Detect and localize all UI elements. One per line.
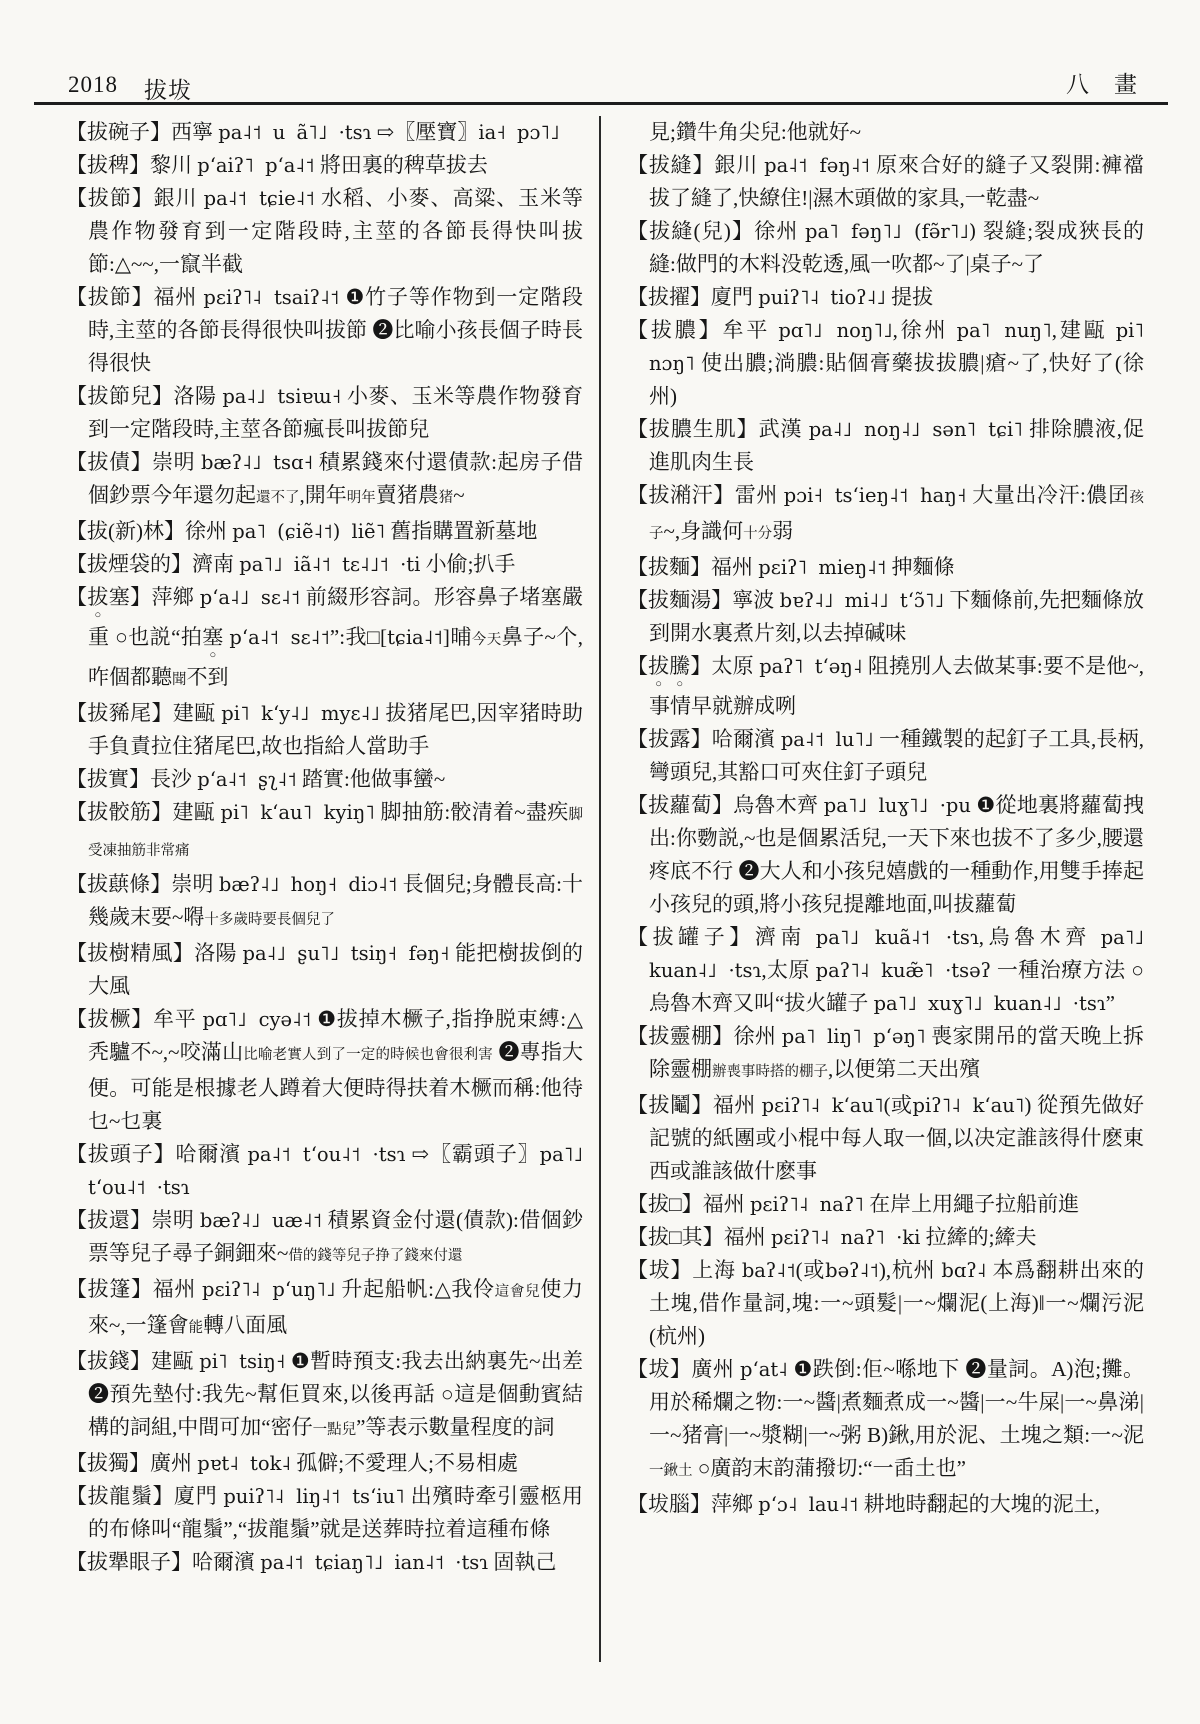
entry-definition-text: 舊指購置新墓地 xyxy=(385,519,538,543)
dictionary-entry xyxy=(66,763,583,796)
entry-definition-text: 使出膿;淌膿:貼個膏藥拔拔膿|瘡~了,快好了(徐州) xyxy=(649,351,1144,408)
entry-definition-text: 使力來~,一篷會 xyxy=(88,1277,583,1337)
entry-headword: 【拔蘿蔔】 xyxy=(627,793,734,817)
dictionary-entry xyxy=(627,1488,1144,1521)
dictionary-entry xyxy=(627,723,1144,789)
dictionary-entry xyxy=(66,1447,583,1480)
entry-definition-text: 牟平 xyxy=(152,1007,203,1031)
dictionary-entry xyxy=(627,789,1144,921)
entry-gloss-annotation: 辦喪事時搭的棚子 xyxy=(712,1064,828,1080)
entry-definition-text: ,太原 xyxy=(761,958,816,982)
entry-pronunciation-ipa: pa˥˩ kuã˨˦ ·tsɿ xyxy=(815,926,979,949)
entry-headword: 【拔露】 xyxy=(627,727,712,751)
entry-headword: 【拔骹筋】 xyxy=(66,800,173,824)
entry-definition-text: (或 xyxy=(795,1258,826,1282)
entry-definition-text: 廣州 xyxy=(691,1357,741,1381)
entry-pronunciation-ipa: pʻa˨˩ sɛ˨˦ xyxy=(199,586,301,609)
dictionary-entry xyxy=(66,1204,583,1273)
entry-definition-text: 建甌 xyxy=(172,701,222,725)
entry-definition-text: 萍鄉 xyxy=(151,585,200,609)
dictionary-entry xyxy=(66,182,583,281)
entry-definition-text: 雷州 xyxy=(734,483,784,507)
dictionary-entry xyxy=(627,314,1144,413)
entry-gloss-annotation: 這會兒 xyxy=(494,1284,541,1300)
dictionary-entry xyxy=(66,868,583,937)
entry-definition-text: 固執己 xyxy=(488,1550,557,1574)
dictionary-entry xyxy=(66,548,583,581)
entry-pronunciation-ipa: pa˥˩ tʻou˨˦ ·tsɿ xyxy=(88,1143,583,1199)
entry-definition-text: 脚抽筋:骹清着~盡疾 xyxy=(374,800,569,824)
entry-pronunciation-ipa: pʻat˨ xyxy=(740,1358,788,1381)
entry-definition-text: ]晡 xyxy=(442,625,472,649)
dictionary-entry xyxy=(66,697,583,763)
entry-headword: 【拔(新)林】 xyxy=(66,519,185,543)
dictionary-entry xyxy=(66,1003,583,1138)
entry-definition-text: 洛陽 xyxy=(194,941,243,965)
entry-definition-text: ⇨〖壓寶〗 xyxy=(371,120,479,144)
entry-pronunciation-ipa: bɑʔ˨ xyxy=(941,1259,987,1282)
entry-definition-text: 上海 xyxy=(692,1258,742,1282)
entry-gloss-annotation: 還不了 xyxy=(256,490,300,506)
entry-pronunciation-ipa: paʔ˥˨ kuæ̃˥ ·tsəʔ xyxy=(815,959,992,982)
entry-headword-ring-under: 拔 xyxy=(87,585,109,609)
entry-headword: 【拔龍鬚】 xyxy=(66,1484,175,1508)
left-column xyxy=(66,116,583,1666)
dictionary-entry xyxy=(627,1254,1144,1353)
entry-headword: 【坺】 xyxy=(627,1258,693,1282)
entry-headword: 】 xyxy=(690,654,712,678)
entry-definition-text: 銀川 xyxy=(153,186,204,210)
entry-pronunciation-ipa: bæʔ˨˩ tsɑ˧ xyxy=(200,451,314,474)
entry-definition-text: ,建甌 xyxy=(1051,318,1116,342)
entry-pronunciation-ipa: ia˧ pɔ˥˩ xyxy=(478,121,560,144)
entry-headword: 【拔鬮】 xyxy=(627,1093,713,1117)
entry-definition-text: 徐州 xyxy=(185,519,233,543)
entry-pronunciation-ipa: pɔi˧ tsʻieŋ˨˦ haŋ˧ xyxy=(783,484,967,507)
dictionary-entry xyxy=(66,1345,583,1447)
entry-headword: 【拔節】 xyxy=(66,186,154,210)
entry-pronunciation-ipa: pɛiʔ˥˨ naʔ˥ xyxy=(749,1193,864,1216)
entry-pronunciation-ipa: pa˨˩ tsiɐɯ˧ xyxy=(222,385,342,408)
entry-continuation xyxy=(627,116,1144,149)
entry-definition-text: 福州 xyxy=(712,1093,762,1117)
dictionary-entry xyxy=(627,650,1144,723)
entry-definition-text: ” xyxy=(1105,991,1115,1015)
entry-pronunciation-ipa: pa˥ nuŋ˥ xyxy=(956,319,1052,342)
entry-definition-text: 喪家開吊的當天晚上拆除靈棚 xyxy=(649,1024,1144,1081)
running-head xyxy=(68,66,1138,105)
entry-headword: 【拔篷】 xyxy=(66,1277,153,1301)
entry-headword: 【拔實】 xyxy=(66,767,150,791)
entry-pronunciation-ipa: pɛiʔ˥˨ naʔ˥ ·ki xyxy=(770,1226,921,1249)
entry-headword: 【拔蕻條】 xyxy=(66,872,172,896)
entry-definition-text: 鼻子~个,咋個都聽 xyxy=(88,625,583,689)
entry-definition-text: 建甌 xyxy=(172,800,221,824)
entry-definition-text: 提拔 xyxy=(885,285,934,309)
entry-headword: 塞】 xyxy=(108,585,152,609)
entry-definition-text: 拉縴的;縴夫 xyxy=(920,1225,1037,1249)
entry-definition-text: 烏魯木齊 xyxy=(733,793,824,817)
entry-headword: 【拔還】 xyxy=(66,1208,152,1232)
entry-headword: 【拔橛】 xyxy=(66,1007,153,1031)
dictionary-entry xyxy=(66,1546,583,1579)
dictionary-entry xyxy=(66,1138,583,1204)
entry-headword: 【拔錢】 xyxy=(66,1349,152,1373)
dictionary-entry xyxy=(66,581,583,697)
entry-definition-text: ”:我□[ xyxy=(329,625,388,649)
entry-headword-ring-under: 拔騰 xyxy=(648,654,691,678)
dictionary-entry xyxy=(627,413,1144,479)
entry-definition-text: 耕地時翻起的大塊的泥土, xyxy=(858,1492,1100,1516)
entry-pronunciation-ipa: pa˥˩ kuan˨˩ ·tsɿ xyxy=(649,926,1144,982)
entry-definition-text: 弱 xyxy=(772,519,794,543)
entry-definition-text: 福州 xyxy=(702,1192,750,1216)
entry-definition-text: ~ xyxy=(453,483,465,507)
dictionary-entry xyxy=(66,380,583,446)
dictionary-entry xyxy=(66,116,583,149)
dictionary-entry xyxy=(627,551,1144,584)
entry-definition-text: 哈爾濱 xyxy=(175,1142,248,1166)
entry-definition-text: ) 從預先做好記號的紙團或小棍中每人取一個,以决定誰該得什麽東西或誰該做什麽事 xyxy=(649,1093,1144,1183)
entry-headword: 【 xyxy=(66,585,88,609)
dictionary-entry xyxy=(66,1273,583,1345)
entry-pronunciation-ipa: bəʔ˨˦ xyxy=(825,1259,879,1282)
text-columns xyxy=(66,116,1144,1666)
entry-gloss-annotation: 比喻老實人到了一定的時候也會很利害 xyxy=(243,1047,493,1063)
entry-headword: 【拔煙袋的】 xyxy=(66,552,192,576)
entry-headword: 【拔碗子】 xyxy=(66,120,171,144)
entry-definition-text: 積累錢來付還債款:起房子借個鈔票今年還勿起 xyxy=(88,450,583,507)
entry-definition-text: ”等表示數量程度的詞 xyxy=(356,1415,555,1439)
entry-pronunciation-ipa: pa˨˩ ʂu˥˩ tsiŋ˧ fəŋ˧ xyxy=(242,942,450,965)
entry-headword: 【拔樹精風】 xyxy=(66,941,195,965)
entry-pronunciation-ipa: puiʔ˥˨ tioʔ˨˩ xyxy=(758,286,886,309)
entry-pronunciation-ipa: bɐʔ˨˩ mi˨˩ tʻɔ̃˥˩ xyxy=(779,589,945,612)
entry-definition-text: 哈爾濱 xyxy=(192,1550,261,1574)
entry-definition-text: 黎川 xyxy=(150,153,198,177)
page-number: 2018 xyxy=(68,72,118,97)
entry-headword: 【 xyxy=(627,654,649,678)
entry-pronunciation-ipa: pɛiʔ˥˨ kʻau˥ xyxy=(761,1094,884,1117)
entry-pronunciation-ipa: pi˥ kʻau˥ kyiŋ˥ xyxy=(220,801,375,824)
entry-definition-text: 水稻、小麥、高粱、玉米等農作物發育到一定階段時,主莖的各節長得快叫拔節:△~~,一竄半截 xyxy=(88,186,583,276)
dictionary-entry xyxy=(627,215,1144,281)
entry-definition-text: 將田裏的稗草拔去 xyxy=(314,153,488,177)
entry-headword: 【拔潲汗】 xyxy=(627,483,735,507)
dictionary-entry xyxy=(66,446,583,515)
entry-headword: 【坺】 xyxy=(627,1357,692,1381)
dictionary-entry xyxy=(627,281,1144,314)
entry-definition-text: (或 xyxy=(883,1093,913,1117)
entry-definition-text: 小麥、玉米等農作物發育到一定階段時,主莖各節瘋長叫拔節兒 xyxy=(88,384,583,441)
entry-headword: 【拔罐子】 xyxy=(627,925,755,949)
entry-definition-text: 轉八面風 xyxy=(203,1313,288,1337)
entry-gloss-annotation: 十分 xyxy=(743,526,773,542)
entry-definition-text: 太原 xyxy=(711,654,760,678)
dictionary-entry xyxy=(627,1353,1144,1488)
entry-headword: 【拔犟眼子】 xyxy=(66,1550,192,1574)
entry-pronunciation-ipa: pa˥˩ luɣ˥˩ ·pu xyxy=(823,794,971,817)
entry-definition-text: 抻麵條 xyxy=(886,555,955,579)
entry-definition-text: 長個兒;身體長高:十幾歲末要~嘚 xyxy=(88,872,583,929)
entry-definition-text: 福州 xyxy=(711,555,759,579)
entry-pronunciation-ipa: pa˥ liŋ˥ pʻəŋ˥ xyxy=(781,1025,926,1048)
entry-pronunciation-ipa: puiʔ˥˨ liŋ˨˦ tsʻiu˥ xyxy=(223,1485,405,1508)
entry-headword: 【拔縫】 xyxy=(627,153,715,177)
entry-pronunciation-ipa: pa˨˦ lu˥˩ xyxy=(780,728,874,751)
dictionary-entry xyxy=(627,1188,1144,1221)
entry-headword: 【拔縫(兒)】 xyxy=(627,219,755,243)
entry-definition-text: 見;鑽牛角尖兒:他就好~ xyxy=(649,120,862,144)
entry-definition-text: ,烏魯木齊 xyxy=(978,925,1101,949)
entry-definition-text: 崇明 xyxy=(171,872,219,896)
entry-definition-text: 裂縫;裂成狹長的縫:做門的木料没乾透,風一吹都~了|桌子~了 xyxy=(649,219,1144,276)
entry-definition-text: 徐州 xyxy=(754,219,805,243)
entry-definition-text: 福州 xyxy=(152,1277,203,1301)
entry-pronunciation-ipa: pɛiʔ˥˨ pʻuŋ˥˩ xyxy=(202,1278,336,1301)
entry-gloss-annotation: 猪 xyxy=(438,490,454,506)
entry-definition-text: 小偷;扒手 xyxy=(420,552,516,576)
entry-headword: 【拔□其】 xyxy=(627,1225,724,1249)
header-rule xyxy=(34,102,1168,105)
entry-pronunciation-ipa: pa˨˦ fəŋ˨˦ xyxy=(764,154,871,177)
entry-pronunciation-ipa: pa˨˦ tɕie˨˦ xyxy=(203,187,315,210)
entry-headword: 【坺腦】 xyxy=(627,1492,711,1516)
entry-gloss-annotation: 十多歲時要長個兒了 xyxy=(204,912,335,928)
entry-definition-text: ⇨〖霸頭子〗 xyxy=(405,1142,540,1166)
entry-headword: 【拔□】 xyxy=(627,1192,703,1216)
entry-pronunciation-ipa: pʻa˨˦ sɛ˨˦ xyxy=(229,626,330,649)
dictionary-entry xyxy=(627,1221,1144,1254)
entry-pronunciation-ipa: pi˥ kʻy˨˩ myɛ˨˩ xyxy=(221,702,380,725)
entry-definition-text: 建甌 xyxy=(151,1349,200,1373)
entry-pronunciation-ipa: pɑ˥˩ cyə˨˦ xyxy=(202,1008,312,1031)
dictionary-entry xyxy=(627,1089,1144,1188)
dictionary-entry xyxy=(66,281,583,380)
entry-pronunciation-ipa: pi˥ tsiŋ˧ xyxy=(199,1350,286,1373)
entry-pronunciation-ipa: bæʔ˨˩ uæ˨˦ xyxy=(199,1209,323,1232)
entry-definition-text: 武漢 xyxy=(758,417,809,441)
stroke-section-label: 八 畫 xyxy=(1066,72,1138,97)
entry-pronunciation-ipa: pa˥˩ iã˨˦ tɛ˨˩˦ ·ti xyxy=(239,553,421,576)
entry-pronunciation-ipa: piʔ˥˨ kʻau˥ xyxy=(912,1094,1025,1117)
thumb-word: 拔坺 xyxy=(144,78,192,103)
entry-gloss-annotation: 明年 xyxy=(346,490,376,506)
entry-definition-text: 阻撓別人去做某事:要不是他~,事情早就辦成咧 xyxy=(649,654,1144,718)
entry-definition-text: ,開年 xyxy=(299,483,347,507)
entry-headword: 【拔節兒】 xyxy=(66,384,174,408)
dictionary-entry xyxy=(627,921,1144,1020)
entry-definition-text: ),杭州 xyxy=(878,1258,942,1282)
entry-pronunciation-ipa: pɛiʔ˥ mieŋ˨˦ xyxy=(758,556,887,579)
entry-pronunciation-ipa: pɛiʔ˥˨ tsaiʔ˨˦ xyxy=(203,286,340,309)
entry-definition-text: 本爲翻耕出來的土塊,借作量詞,塊:一~頭髮|一~爛泥(上海)‖一~爛污泥(杭州) xyxy=(649,1258,1144,1348)
entry-definition-text: 福州 xyxy=(723,1225,771,1249)
column-divider-rule xyxy=(599,116,601,1662)
entry-definition-text: ○廣韵末韵蒲撥切:“一臿土也” xyxy=(692,1456,966,1480)
entry-pronunciation-ipa: pa˨˦ tɕiaŋ˥˩ ian˨˦ ·tsɿ xyxy=(260,1551,489,1574)
entry-definition-text: 濟南 xyxy=(192,552,240,576)
entry-definition-text: ❶暫時預支:我去出納裏先~出差 ❷預先墊付:我先~幫佢買來,以後再話 ○這是個動賓結構的詞組,中間可加“密仔 xyxy=(88,1349,583,1439)
entry-pronunciation-ipa: pa˥ (ɕiẽ˨˦) liẽ˥ xyxy=(232,520,386,543)
entry-definition-text: 一種鐵製的起釘子工具,長柄,彎頭兒,其豁口可夾住釘子頭兒 xyxy=(649,727,1144,784)
entry-pronunciation-ipa: pʻɔ˨ lau˨˦ xyxy=(758,1493,859,1516)
dictionary-entry xyxy=(66,937,583,1003)
entry-definition-text: 銀川 xyxy=(714,153,765,177)
entry-definition-text: 一種治療方法 ○烏魯木齊又叫“拔火罐子 xyxy=(649,958,1144,1015)
entry-definition-text: 長沙 xyxy=(150,767,198,791)
entry-pronunciation-ipa: pʻaiʔ˥ pʻa˨˦ xyxy=(197,154,315,177)
entry-headword: 【拔稗】 xyxy=(66,153,150,177)
entry-pronunciation-ipa: pɐt˨ tok˨ xyxy=(197,1452,292,1475)
entry-definition-text: 積累資金付還(債款):借個鈔票等兒子尋子銅鈿來~ xyxy=(88,1208,583,1265)
entry-gloss-annotation: 聞 xyxy=(172,672,187,688)
entry-pronunciation-ipa: paʔ˥ tʻəŋ˨ xyxy=(759,655,863,678)
entry-headword: 【拔節】 xyxy=(66,285,154,309)
entry-pronunciation-ipa: pa˥˩ xuɣ˥˩ kuan˨˩ ·tsɿ xyxy=(873,992,1106,1015)
entry-definition-text: 廈門 xyxy=(174,1484,224,1508)
entry-pronunciation-ipa: pa˥ fəŋ˥˩ (fə̃r˥˩) xyxy=(804,220,977,243)
entry-definition-text: 下麵條前,先把麵條放到開水裏煮片刻,以去掉碱味 xyxy=(649,588,1144,645)
entry-headword-ring-under: 塞 xyxy=(202,625,224,649)
entry-gloss-annotation: 今天 xyxy=(471,632,502,648)
dictionary-entry xyxy=(66,796,583,868)
entry-definition-text: 出殯時牽引靈柩用的布條叫“龍鬚”,“拔龍鬚”就是送葬時拉着這種布條 xyxy=(88,1484,583,1541)
entry-definition-text: ❶跌倒:佢~喺地下 ❷量詞。A)泡;攤。用於稀爛之物:一~醬|煮麵煮成一~醬|一~牛屎|一~鼻涕|一~猪膏|一~漿糊|一~粥 B)鍬,用於泥、土塊之類:一~泥 xyxy=(649,1357,1144,1447)
entry-headword: 【拔靈棚】 xyxy=(627,1024,734,1048)
entry-definition-text: ,徐州 xyxy=(892,318,957,342)
entry-definition-text: 原來合好的縫子又裂開:褲襠拔了縫了,快繚住!|濕木頭做的家具,一乾盡~ xyxy=(649,153,1144,210)
entry-pronunciation-ipa: pa˨˩ noŋ˨˩ sən˥ tɕi˥ xyxy=(808,418,1023,441)
entry-definition-text: 寧波 xyxy=(732,588,780,612)
entry-definition-text: 在岸上用繩子拉船前進 xyxy=(863,1192,1080,1216)
entry-definition-text: ❷專指大便。可能是根據老人蹲着大便時得扶着木橛而稱:他待乜~乜裏 xyxy=(88,1040,583,1133)
dictionary-entry xyxy=(66,1480,583,1546)
entry-headword: 【拔膿】 xyxy=(627,318,723,342)
dictionary-entry xyxy=(627,479,1144,551)
dictionary-entry xyxy=(627,1020,1144,1089)
entry-definition-text: 西寧 xyxy=(171,120,219,144)
entry-definition-text: 哈爾濱 xyxy=(711,727,781,751)
entry-definition-text: 前綴形容詞。形容鼻子堵塞嚴重 ○也説“拍 xyxy=(88,585,583,649)
entry-definition-text: ❶拔掉木橛子,指挣脱束縛:△秃驢不~,~咬滿山 xyxy=(88,1007,583,1064)
entry-headword: 【拔頭子】 xyxy=(66,1142,176,1166)
entry-pronunciation-ipa: pi˥ nɔŋ˥ xyxy=(649,319,1144,375)
entry-headword: 【拔麵】 xyxy=(627,555,711,579)
entry-gloss-annotation: 一點兒 xyxy=(312,1422,357,1438)
entry-headword: 【拔債】 xyxy=(66,450,153,474)
entry-definition-text: ❶竹子等作物到一定階段時,主莖的各節長得很快叫拔節 ❷比喻小孩長個子時長得很快 xyxy=(88,285,583,375)
entry-definition-text: 崇明 xyxy=(152,450,201,474)
entry-definition-text: 廈門 xyxy=(711,285,759,309)
entry-gloss-annotation: 孩子 xyxy=(649,490,1144,542)
entry-definition-text: ,以便第二天出殯 xyxy=(828,1057,981,1081)
entry-definition-text: 賣猪農 xyxy=(375,483,439,507)
entry-definition-text: 濟南 xyxy=(754,925,816,949)
entry-definition-text: 萍鄉 xyxy=(711,1492,759,1516)
entry-headword: 【拔擢】 xyxy=(627,285,711,309)
dictionary-entry xyxy=(627,584,1144,650)
entry-definition-text: 不到 xyxy=(186,665,229,689)
entry-pronunciation-ipa: pa˨˦ tʻou˨˦ ·tsɿ xyxy=(247,1143,406,1166)
entry-definition-text: 踏實:他做事蠻~ xyxy=(296,767,446,791)
entry-definition-text: 福州 xyxy=(153,285,204,309)
entry-definition-text: 洛陽 xyxy=(173,384,223,408)
dictionary-entry xyxy=(66,515,583,548)
entry-gloss-annotation: 脚受凍抽筋非常痛 xyxy=(88,807,583,859)
entry-definition-text: ❶從地裏將蘿蔔拽出:你覅説,~也是個累活兒,一天下來也拔不了多少,腰還疼底不行 ❷大人和小孩兒嬉戲的一種動作,用雙手捧起小孩兒的頭,將小孩兒提離地面,叫拔蘿蔔 xyxy=(649,793,1144,916)
entry-pronunciation-ipa: bæʔ˨˩ hoŋ˧ diɔ˨˦ xyxy=(218,873,398,896)
entry-definition-text: 升起船帆:△我伶 xyxy=(335,1277,495,1301)
right-column xyxy=(627,116,1144,1666)
entry-definition-text: 徐州 xyxy=(733,1024,782,1048)
entry-pronunciation-ipa: baʔ˨˦ xyxy=(741,1259,796,1282)
entry-definition-text: 排除膿液,促進肌肉生長 xyxy=(649,417,1144,474)
entry-definition-text: 崇明 xyxy=(151,1208,200,1232)
entry-headword: 【拔麵湯】 xyxy=(627,588,733,612)
entry-definition-text: 大量出冷汗:儂囝 xyxy=(966,483,1130,507)
entry-headword: 【拔豨尾】 xyxy=(66,701,173,725)
entry-pronunciation-ipa: pʻa˨˦ ʂʅ˨˦ xyxy=(197,768,297,791)
running-head-left xyxy=(68,72,192,105)
entry-pronunciation-ipa: pa˨˦ u ã˥˩ ·tsɿ xyxy=(218,121,372,144)
entry-headword: 【拔獨】 xyxy=(66,1451,150,1475)
entry-definition-text: 孤僻;不愛理人;不易相處 xyxy=(291,1451,518,1475)
entry-pronunciation-ipa: tɕia˨˦ xyxy=(387,626,443,649)
entry-headword: 【拔膿生肌】 xyxy=(627,417,759,441)
entry-definition-text: 能把樹拔倒的大風 xyxy=(88,941,583,998)
entry-definition-text: 廣州 xyxy=(150,1451,198,1475)
entry-gloss-annotation: 能 xyxy=(188,1320,204,1336)
entry-definition-text: 拔猪尾巴,因宰猪時助手負責拉住猪尾巴,故也指給人當助手 xyxy=(88,701,583,758)
entry-pronunciation-ipa: pɑ˥˩ noŋ˥˩ xyxy=(778,319,893,342)
dictionary-entry xyxy=(627,149,1144,215)
entry-gloss-annotation: 借的錢等兒子挣了錢來付還 xyxy=(288,1248,463,1264)
entry-definition-text: ~,身識何 xyxy=(663,519,744,543)
entry-definition-text: 牟平 xyxy=(722,318,779,342)
entry-gloss-annotation: 一鍬土 xyxy=(649,1463,693,1479)
dictionary-entry xyxy=(66,149,583,182)
